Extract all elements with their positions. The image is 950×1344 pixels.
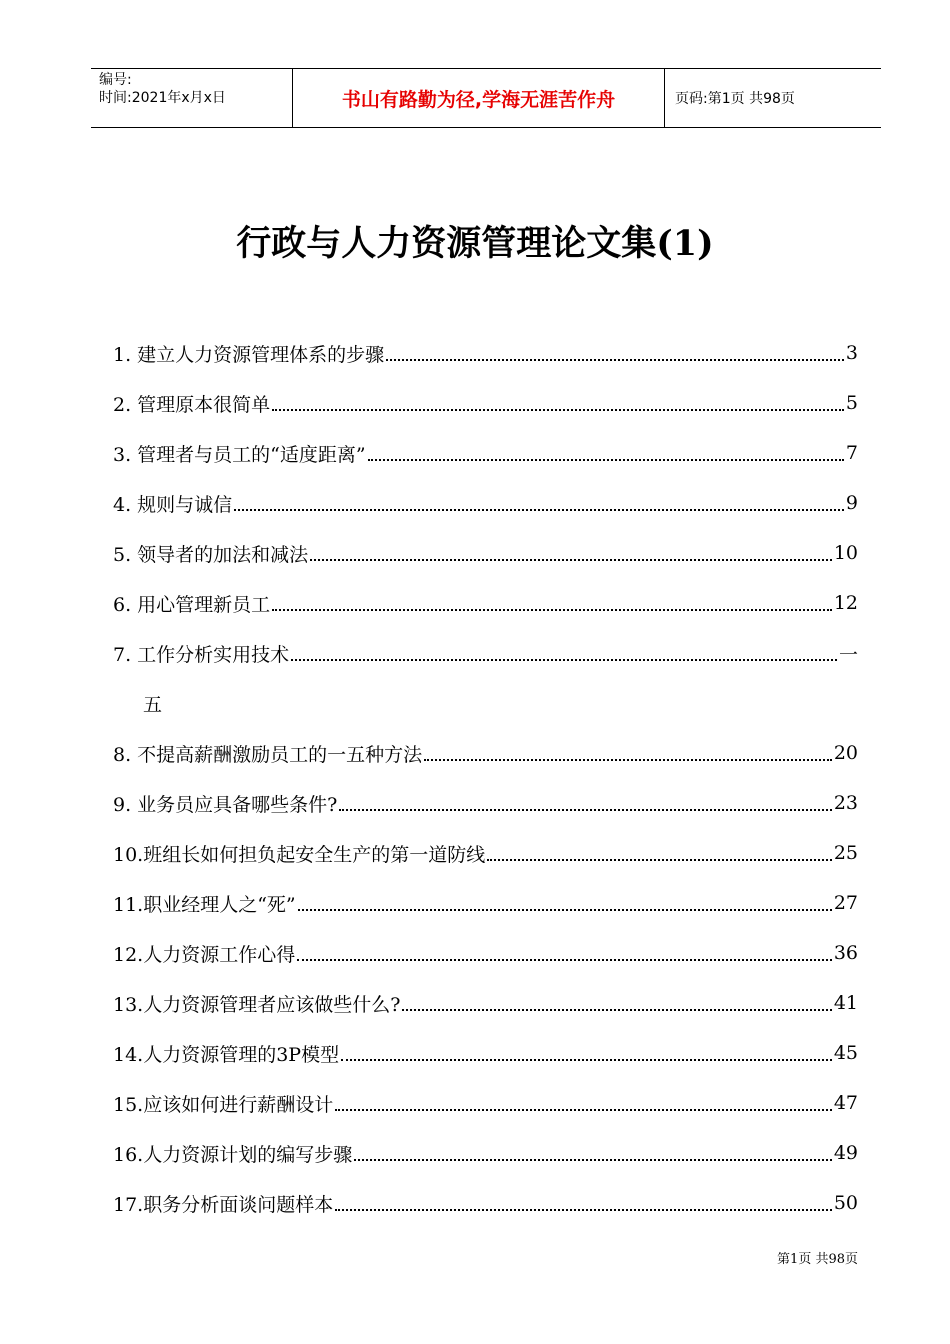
document-title: 行政与人力资源管理论文集(1) (236, 223, 714, 264)
toc-entry-page: 10 (833, 542, 858, 564)
toc-dot-leader (386, 337, 844, 361)
toc-entry-page: 25 (833, 842, 858, 864)
table-of-contents (113, 328, 858, 1228)
toc-entry[interactable] (113, 1128, 858, 1178)
toc-dot-leader (402, 987, 831, 1011)
toc-entry-title: 1. 建立人力资源管理体系的步骤 (113, 343, 385, 366)
toc-entry-page: 20 (833, 742, 858, 764)
toc-entry-page: 27 (833, 892, 858, 914)
toc-dot-leader (354, 1137, 832, 1161)
toc-dot-leader (335, 1187, 832, 1211)
header-page-info: 页码:第1页 共98页 (675, 91, 795, 107)
toc-dot-leader (341, 1037, 832, 1061)
toc-entry[interactable] (113, 728, 858, 778)
toc-dot-leader (310, 537, 832, 561)
toc-entry[interactable] (113, 978, 858, 1028)
toc-entry-title: 2. 管理原本很简单 (113, 393, 271, 416)
toc-entry-page: 47 (833, 1092, 858, 1114)
toc-entry[interactable] (113, 628, 858, 678)
toc-entry[interactable] (113, 428, 858, 478)
toc-entry-title: 7. 工作分析实用技术 (113, 643, 290, 666)
toc-entry-title: 10.班组长如何担负起安全生产的第一道防线 (113, 843, 486, 866)
toc-entry[interactable] (113, 828, 858, 878)
toc-entry-title: 15.应该如何进行薪酬设计 (113, 1093, 334, 1116)
toc-entry-title: 17.职务分析面谈问题样本 (113, 1193, 334, 1216)
toc-entry-title: 14.人力资源管理的3P模型 (113, 1043, 340, 1066)
toc-entry[interactable] (113, 528, 858, 578)
toc-entry[interactable] (113, 1028, 858, 1078)
toc-entry-title: 16.人力资源计划的编写步骤 (113, 1143, 353, 1166)
toc-entry[interactable] (113, 878, 858, 928)
toc-dot-leader (234, 487, 844, 511)
header-motto: 书山有路勤为径,学海无涯苦作舟 (293, 69, 665, 127)
toc-entry-continuation: 五 (143, 693, 163, 716)
toc-entry-page: 36 (833, 942, 858, 964)
toc-dot-leader (487, 837, 832, 861)
toc-entry-page: 12 (833, 592, 858, 614)
toc-dot-leader (272, 387, 844, 411)
toc-entry-page: 7 (845, 442, 858, 464)
toc-entry-page: 50 (833, 1192, 858, 1214)
toc-entry-title: 3. 管理者与员工的“适度距离” (113, 443, 366, 466)
toc-entry-title: 4. 规则与诚信 (113, 493, 233, 516)
toc-dot-leader (272, 587, 832, 611)
number-label: 编号: (99, 72, 132, 88)
toc-entry[interactable] (113, 1178, 858, 1228)
toc-entry-page: 23 (833, 792, 858, 814)
toc-entry[interactable] (113, 778, 858, 828)
toc-entry-page: 5 (845, 392, 858, 414)
toc-dot-leader (297, 937, 832, 961)
toc-entry-title: 12.人力资源工作心得 (113, 943, 296, 966)
toc-dot-leader (424, 737, 832, 761)
toc-entry-page: 9 (845, 492, 858, 514)
toc-entry[interactable] (113, 928, 858, 978)
toc-dot-leader (368, 437, 844, 461)
toc-entry-title: 13.人力资源管理者应该做些什么? (113, 993, 401, 1016)
toc-entry-page: 3 (845, 342, 858, 364)
toc-entry-title: 11.职业经理人之“死” (113, 893, 296, 916)
page-header (91, 68, 881, 128)
toc-entry-page: 49 (833, 1142, 858, 1164)
time-label: 时间:2021年x月x日 (99, 90, 226, 106)
toc-entry-title: 8. 不提高薪酬激励员工的一五种方法 (113, 743, 423, 766)
toc-dot-leader (339, 787, 831, 811)
toc-entry[interactable] (113, 578, 858, 628)
toc-entry-title: 5. 领导者的加法和减法 (113, 543, 309, 566)
toc-dot-leader (291, 637, 837, 661)
header-meta (91, 69, 293, 127)
toc-entry[interactable] (113, 1078, 858, 1128)
toc-dot-leader (335, 1087, 832, 1111)
toc-entry-page: 45 (833, 1042, 858, 1064)
toc-entry-page: 一 (838, 643, 858, 666)
toc-entry[interactable] (113, 328, 858, 378)
toc-entry[interactable] (113, 478, 858, 528)
toc-dot-leader (298, 887, 832, 911)
toc-entry[interactable] (113, 378, 858, 428)
page-footer: 第1页 共98页 (777, 1252, 858, 1267)
toc-entry-title: 6. 用心管理新员工 (113, 593, 271, 616)
toc-entry-page: 41 (833, 992, 858, 1014)
toc-entry-title: 9. 业务员应具备哪些条件? (113, 793, 338, 816)
